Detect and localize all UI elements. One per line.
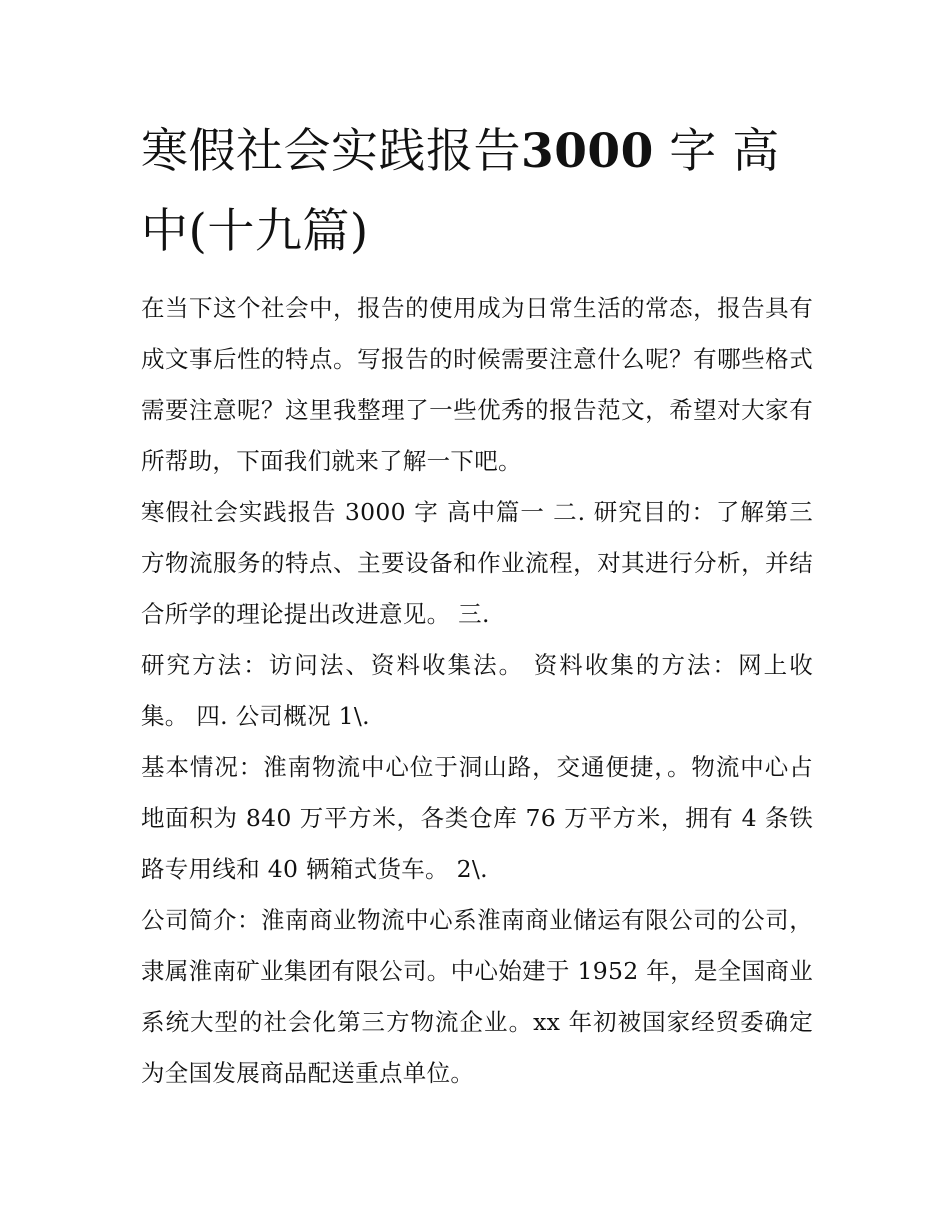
- paragraph-company-profile: 公司简介：淮南商业物流中心系淮南商业储运有限公司的公司，隶属淮南矿业集团有限公司。中心始建于 1952 年，是全国商业系统大型的社会化第三方物流企业。xx 年初被国家经贸委确定为全国发展商品配送重点单位。: [141, 906, 813, 1087]
- paragraph-basic-info: 基本情况：淮南物流中心位于洞山路，交通便捷，。物流中心占地面积为 840 万平方米，各类仓库 76 万平方米，拥有 4 条铁路专用线和 40 辆箱式货车。 2\.: [141, 753, 813, 883]
- paragraph-method: 研究方法：访问法、资料收集法。 资料收集的方法：网上收集。 四. 公司概况 1\.: [141, 651, 813, 730]
- paragraph-purpose: 寒假社会实践报告 3000 字 高中篇一 二. 研究目的：了解第三方物流服务的特点、主要设备和作业流程，对其进行分析，并结合所学的理论提出改进意见。 三.: [141, 498, 813, 628]
- title-text-part2: 字 高中(十九篇): [141, 124, 780, 259]
- title-number: 3000: [521, 124, 654, 179]
- title-text-part1: 寒假社会实践报告: [141, 124, 521, 179]
- paragraph-intro: 在当下这个社会中，报告的使用成为日常生活的常态，报告具有成文事后性的特点。写报告的时候需要注意什么呢？有哪些格式需要注意呢？这里我整理了一些优秀的报告范文，希望对大家有所帮助，下面我们就来了解一下吧。: [141, 294, 813, 475]
- document-body: [141, 112, 813, 1099]
- document-title: [141, 112, 813, 272]
